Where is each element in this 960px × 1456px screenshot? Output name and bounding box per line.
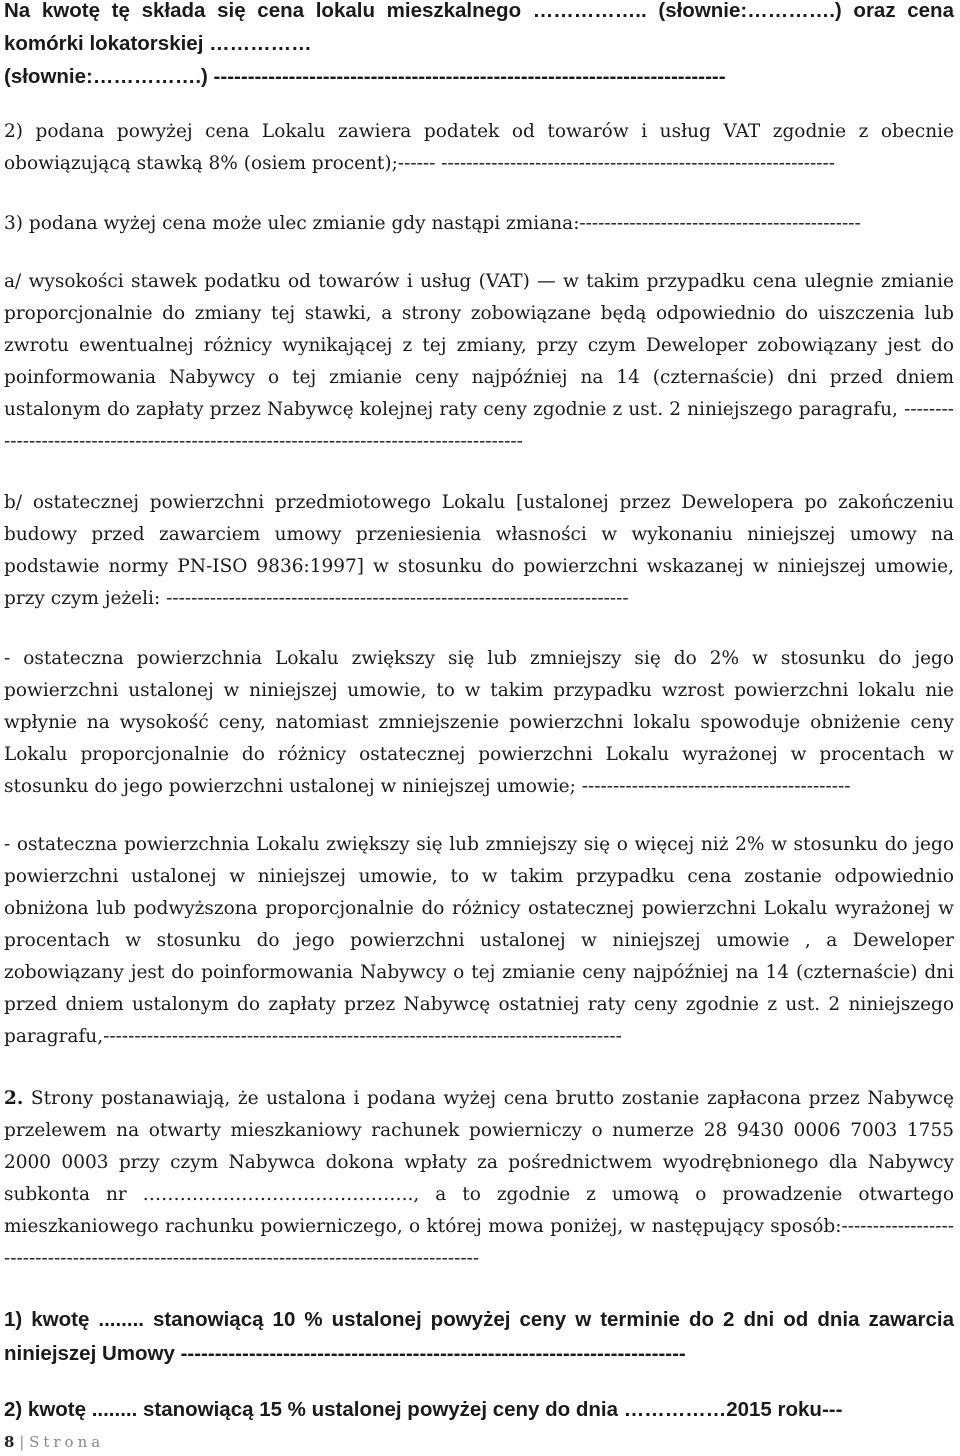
page-footer	[4, 1433, 104, 1451]
item-3a-paragraph: a/ wysokości stawek podatku od towarów i usług (VAT) — w takim przypadku cena ulegnie zmianie proporcjonalnie do zmiany tej stawki, a strony zobowiązane będą odpowiednio do uiszczenia lub zwrotu ewentualnej różnicy wynikającej z tej zmiany, przy czym Deweloper zobowiązany jest do poinformowania Nabywcy o tej zmianie ceny najpóźniej na 14 (czternaście) dni przed dniem ustalonym do zapłaty przez Nabywcę kolejnej raty ceny zgodnie z ust. 2 niniejszego paragrafu, -------------------------------------------------------------------------------------------	[4, 271, 954, 452]
page-number: 8	[4, 1433, 15, 1451]
section-2-paragraph	[4, 1083, 954, 1275]
page-label: Strona	[29, 1433, 105, 1451]
intro-paragraph	[4, 0, 954, 93]
footer-separator: |	[19, 1433, 25, 1451]
section-2-number: 2.	[4, 1088, 24, 1109]
item-3-paragraph: 3) podana wyżej cena może ulec zmianie gdy nastąpi zmiana:---------------------------------------------	[4, 213, 861, 234]
bullet-1-paragraph: - ostateczna powierzchnia Lokalu zwiększy się lub zmniejszy się do 2% w stosunku do jego powierzchni ustalonej w niniejszej umowie, to w takim przypadku wzrost powierzchni lokalu nie wpłynie na wysokość ceny, natomiast zmniejszenie powierzchni lokalu spowoduje obniżenie ceny Lokalu proporcjonalnie do różnicy ostatecznej powierzchni Lokalu wyrażonej w procentach w stosunku do jego powierzchni ustalonej w niniejszej umowie; -------------------------------------------	[4, 648, 954, 797]
section-2-text: Strony postanawiają, że ustalona i podana wyżej cena brutto zostanie zapłacona przez Nabywcę przelewem na otwarty mieszkaniowy rachunek powierniczy o numerze 28 9430 0006 7003 1755 2000 0003 przy czym Nabywca dokona wpłaty za pośrednictwem wyodrębnionego dla Nabywcy subkonta nr …………………………………….., a to zgodnie z umową o prowadzenie otwartego mieszkaniowego rachunku powierniczego, o której mowa poniżej, w następujący sposób:----------------------------------------------------------------------------------------------	[4, 1088, 954, 1269]
bullet-2-paragraph: - ostateczna powierzchnia Lokalu zwiększy się lub zmniejszy się o więcej niż 2% w stosunku do jego powierzchni ustalonej w niniejszej umowie, to w takim przypadku cena zostanie odpowiednio obniżona lub podwyższona proporcjonalnie do różnicy ostatecznej powierzchni Lokalu wyrażonej w procentach w stosunku do jego powierzchni ustalonej w niniejszej umowie , a Deweloper zobowiązany jest do poinformowania Nabywcy o tej zmianie ceny najpóźniej na 14 (czternaście) dni przed dniem ustalonym do zapłaty przez Nabywcę ostatniej raty ceny zgodnie z ust. 2 niniejszego paragrafu,-----------------------------------------------------------------------------------	[4, 834, 954, 1047]
item-3b-paragraph: b/ ostatecznej powierzchni przedmiotowego Lokalu [ustalonej przez Dewelopera po zakończeniu budowy przed zawarciem umowy przeniesienia własności w wykonaniu niniejszej umowy na podstawie normy PN-ISO 9836:1997] w stosunku do powierzchni wskazanej w niniejszej umowie, przy czym jeżeli: --------------------------------------------------------------------------	[4, 492, 954, 609]
intro-line-2: (słownie:…………….) ---------------------------------------------------------------------------	[4, 65, 726, 88]
payment-1-paragraph: 1) kwotę ........ stanowiącą 10 % ustalonej powyżej ceny w terminie do 2 dni od dnia zawarcia niniejszej Umowy --------------------------------------------------------------------------	[4, 1308, 954, 1365]
payment-2-paragraph: 2) kwotę ........ stanowiącą 15 % ustalonej powyżej ceny do dnia ……………2015 roku---	[4, 1398, 843, 1421]
item-2-paragraph: 2) podana powyżej cena Lokalu zawiera podatek od towarów i usług VAT zgodnie z obecnie obowiązującą stawką 8% (osiem procent);------ ---------------------------------------------------------------	[4, 121, 954, 174]
intro-line-1: Na kwotę tę składa się cena lokalu mieszkalnego …………….. (słownie:………….) oraz cena komórki lokatorskiej ……………	[4, 0, 954, 55]
